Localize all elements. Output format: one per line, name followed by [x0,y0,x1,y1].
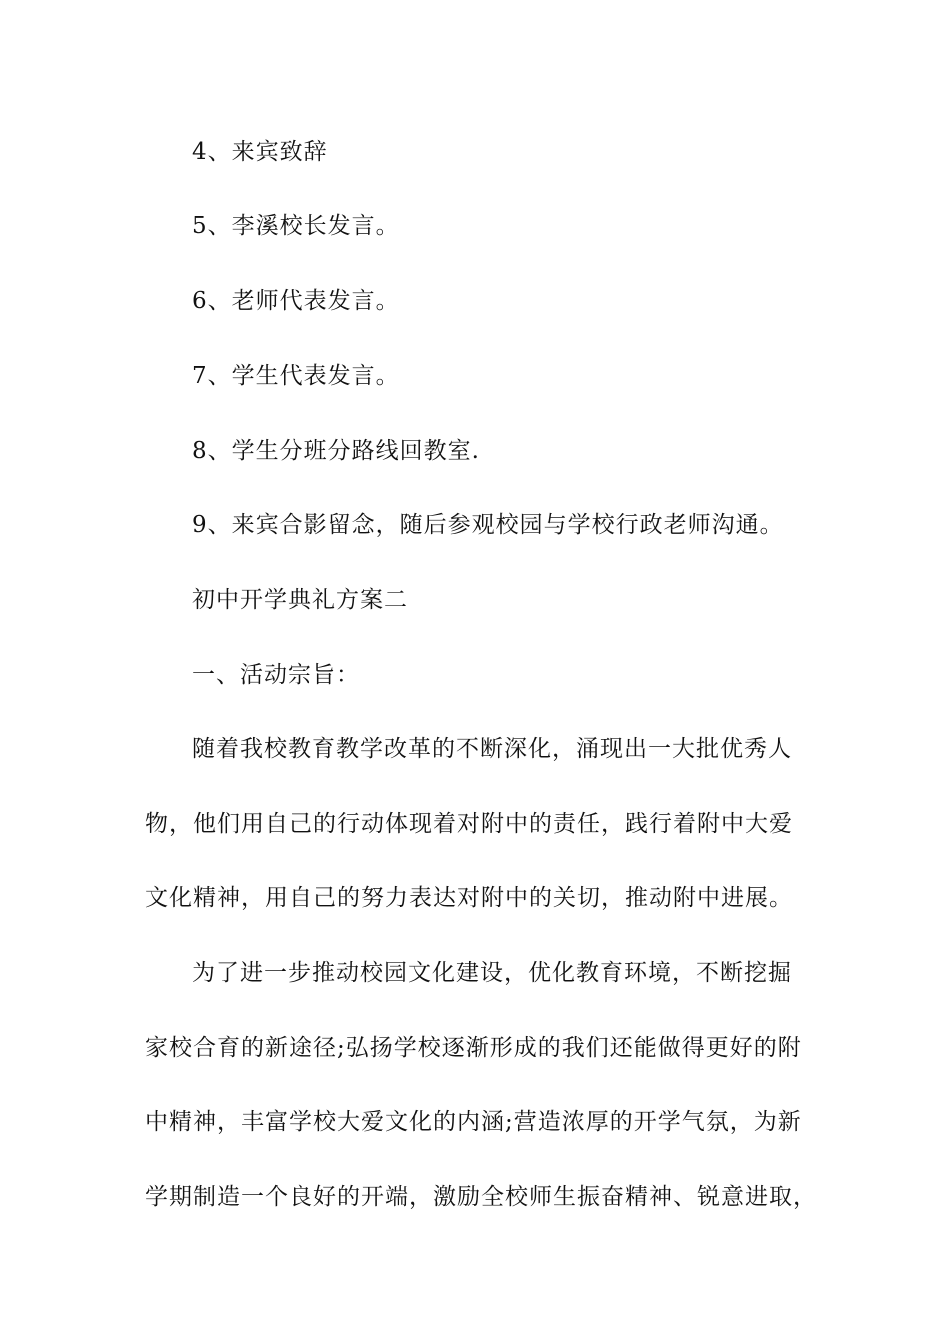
agenda-item-5: 5、李溪校长发言。 [192,213,400,239]
agenda-item-7: 7、学生代表发言。 [192,363,400,389]
paragraph2-line4: 学期制造一个良好的开端，激励全校师生振奋精神、锐意进取， [145,1184,817,1210]
agenda-item-8: 8、学生分班分路线回教室. [192,438,480,464]
paragraph1-line2: 物，他们用自己的行动体现着对附中的责任，践行着附中大爱 [145,811,793,837]
agenda-item-4: 4、来宾致辞 [192,139,328,165]
paragraph2-line2: 家校合育的新途径;弘扬学校逐渐形成的我们还能做得更好的附 [145,1035,802,1061]
paragraph1-line3: 文化精神，用自己的努力表达对附中的关切，推动附中进展。 [145,885,793,911]
paragraph2-line1: 为了进一步推动校园文化建设，优化教育环境，不断挖掘 [192,960,792,986]
agenda-item-6: 6、老师代表发言。 [192,288,400,314]
paragraph2-line3: 中精神，丰富学校大爱文化的内涵;营造浓厚的开学气氛，为新 [145,1109,802,1135]
agenda-item-9: 9、来宾合影留念，随后参观校园与学校行政老师沟通。 [192,512,784,538]
subsection-title: 一、活动宗旨： [192,662,360,688]
paragraph1-line1: 随着我校教育教学改革的不断深化，涌现出一大批优秀人 [192,736,792,762]
section-title: 初中开学典礼方案二 [192,587,408,613]
